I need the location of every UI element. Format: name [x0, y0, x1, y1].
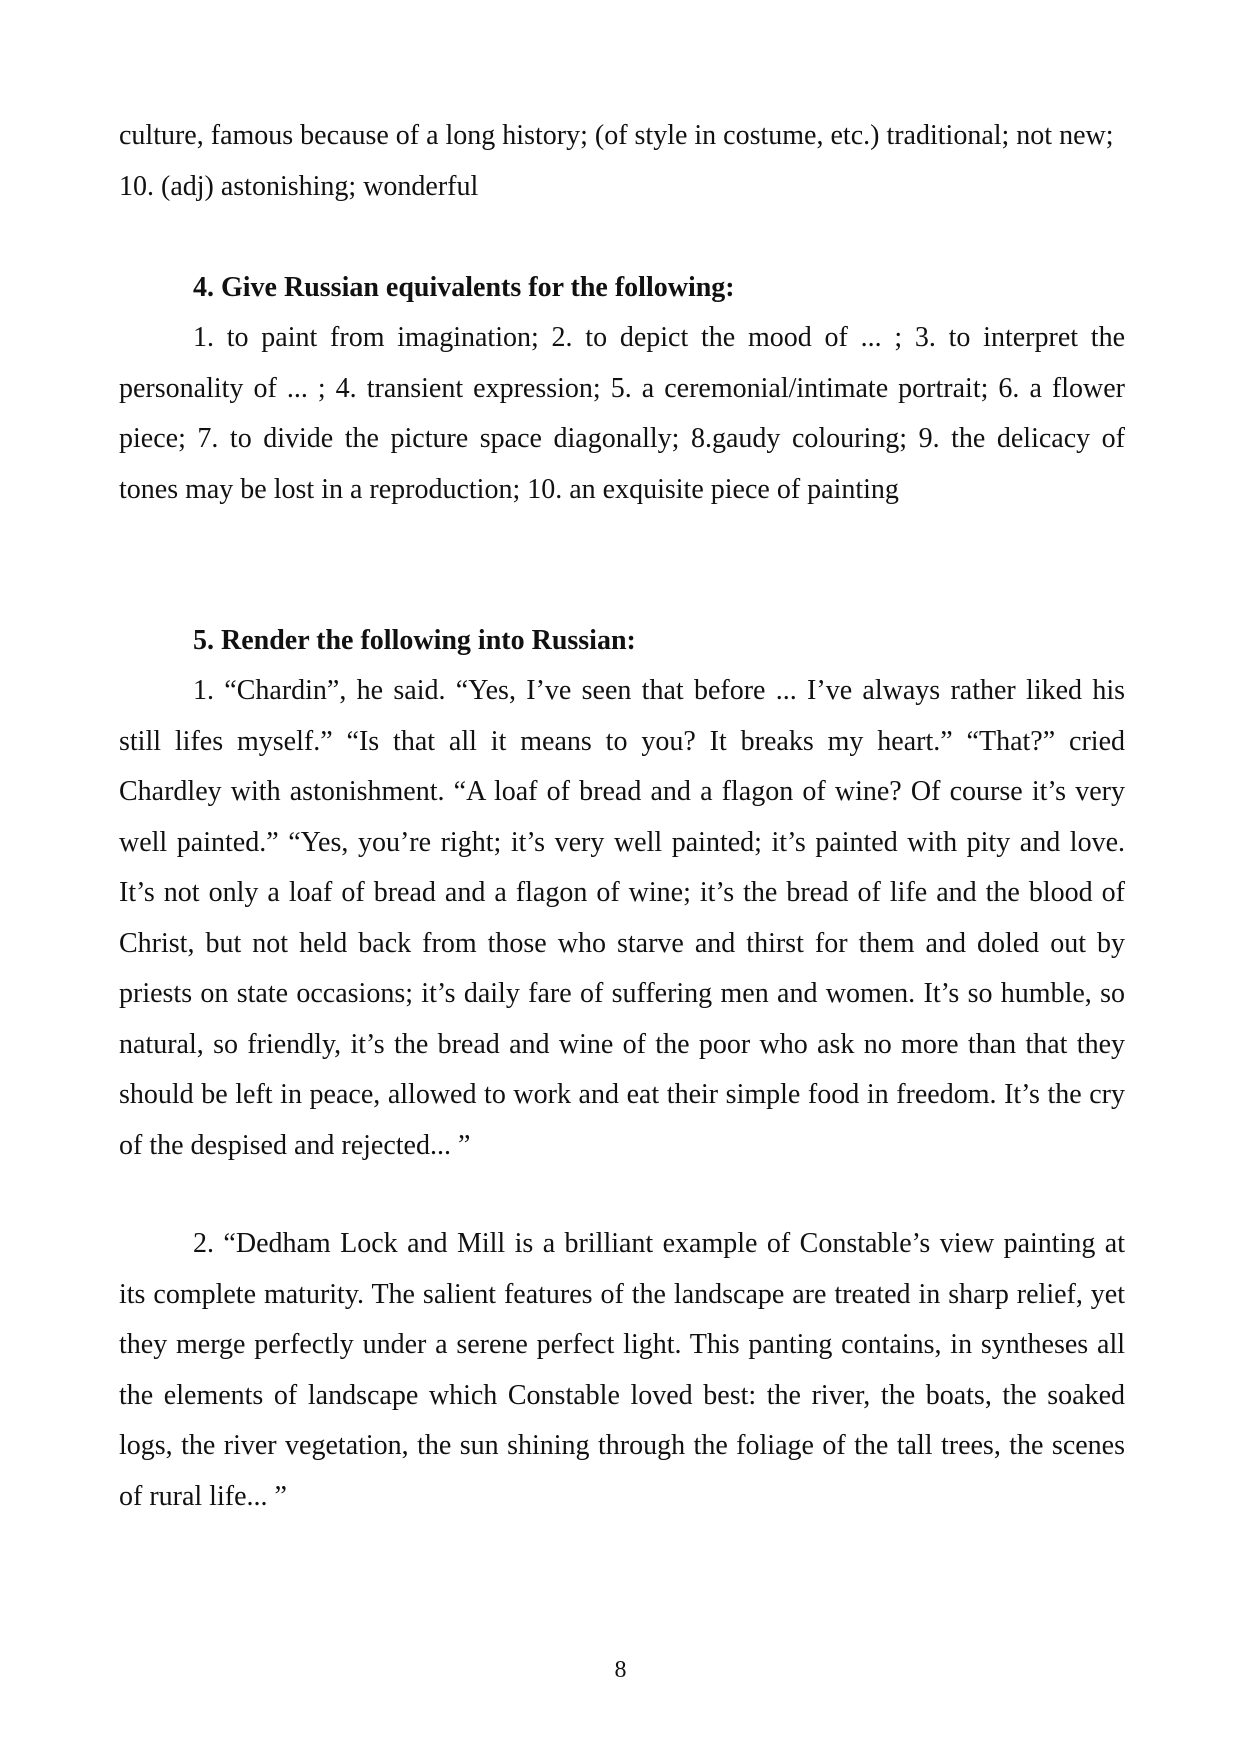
section-5-heading: 5. Render the following into Russian:: [193, 625, 636, 656]
section-4-paragraph: 1. to paint from imagination; 2. to depict the mood of ... ; 3. to interpret the personality of ... ; 4. transient expression; 5. a ceremonial/intimate portrait; 6. a flower piece; 7. to divide the picture space diagonally; 8.gaudy colouring; 9. the delicacy of tones may be lost in a reproduction; 10. an exquisite piece of painting: [119, 322, 1125, 505]
section-5-item-2-paragraph: 2. “Dedham Lock and Mill is a brilliant example of Constable’s view painting at its complete maturity. The salient features of the landscape are treated in sharp relief, yet they merge perfectly under a serene perfect light. This panting contains, in syntheses all the elements of landscape which Constable loved best: the river, the boats, the soaked logs, the river vegetation, the sun shining through the foliage of the tall trees, the scenes of rural life... ”: [119, 1228, 1125, 1512]
intro-paragraph: culture, famous because of a long history; (of style in costume, etc.) traditional; not new; 10. (adj) astonishing; wonderful: [119, 120, 1114, 202]
page-number: 8: [614, 1657, 627, 1683]
section-5-item-1-paragraph: 1. “Chardin”, he said. “Yes, I’ve seen that before ... I’ve always rather liked his still lifes myself.” “Is that all it means to you? It breaks my heart.” “That?” cried Chardley with astonishment. “A loaf of bread and a flagon of wine? Of course it’s very well painted.” “Yes, you’re right; it’s very well painted; it’s painted with pity and love. It’s not only a loaf of bread and a flagon of wine; it’s the bread of life and the blood of Christ, but not held back from those who starve and thirst for them and doled out by priests on state occasions; it’s daily fare of suffering men and women. It’s so humble, so natural, so friendly, it’s the bread and wine of the poor who ask no more than that they should be left in peace, allowed to work and eat their simple food in freedom. It’s the cry of the despised and rejected... ”: [119, 675, 1125, 1161]
section-4-heading: 4. Give Russian equivalents for the following:: [193, 272, 735, 303]
